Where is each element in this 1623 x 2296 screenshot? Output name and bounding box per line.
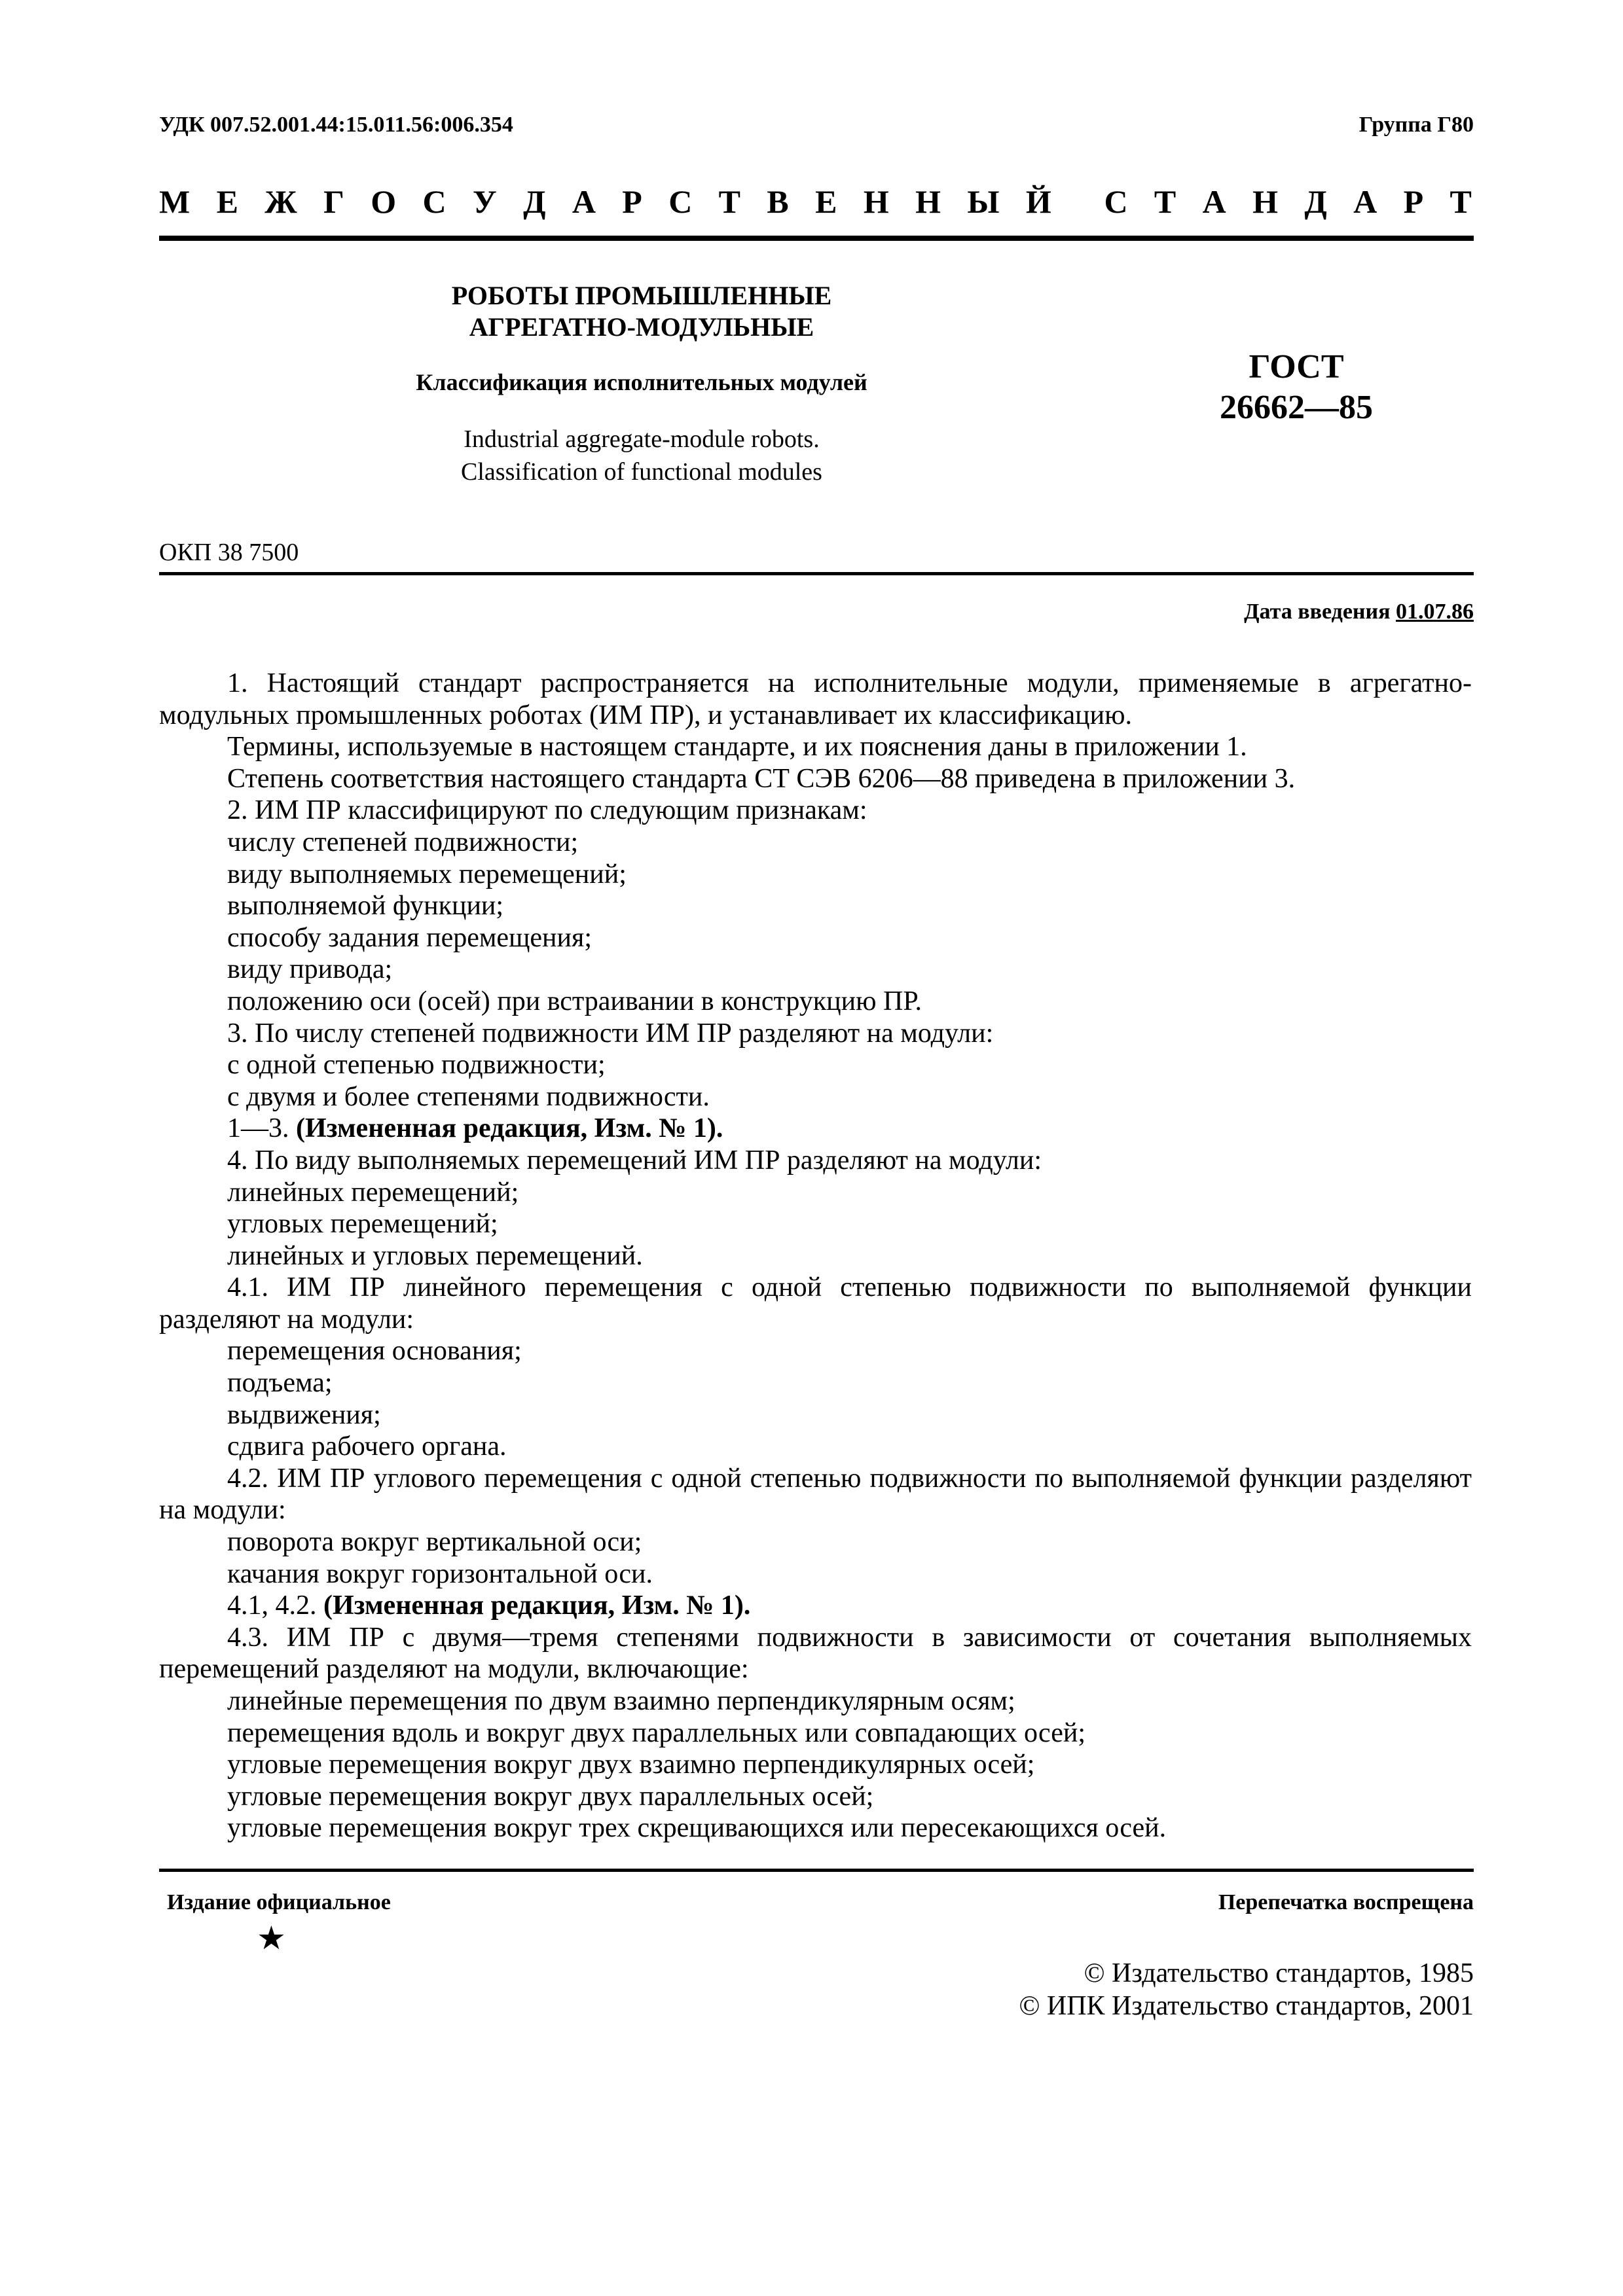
list-item: виду выполняемых перемещений; <box>227 859 627 889</box>
title-subtitle: Классификация исполнительных модулей <box>416 369 867 395</box>
banner-letter: У <box>473 183 497 220</box>
banner-letter: А <box>1202 183 1226 220</box>
list-item: линейные перемещения по двум взаимно перпендикулярным осям; <box>227 1686 1015 1716</box>
okp-code: ОКП 38 7500 <box>159 539 299 566</box>
banner-letter: Г <box>323 183 344 220</box>
udk-code: УДК 007.52.001.44:15.011.56:006.354 <box>159 113 513 137</box>
gost-number: 26662—85 <box>1220 389 1373 426</box>
banner-letter: Т <box>1154 183 1176 220</box>
list-item: угловые перемещения вокруг двух параллельных осей; <box>227 1781 874 1812</box>
list-item: поворота вокруг вертикальной оси; <box>227 1527 642 1558</box>
group-code: Группа Г80 <box>1359 113 1474 137</box>
gost-label: ГОСТ <box>1249 348 1344 386</box>
banner-letter: Р <box>1403 183 1424 220</box>
copyright-line-2: © ИПК Издательство стандартов, 2001 <box>1019 1991 1474 2021</box>
title-english-line-1: Industrial aggregate-module robots. <box>464 425 820 453</box>
list-item: линейных и угловых перемещений. <box>227 1240 643 1271</box>
official-edition: Издание официальное <box>167 1890 391 1914</box>
paragraph: 4. По виду выполняемых перемещений ИМ ПР разделяют на модули: <box>227 1145 1042 1175</box>
banner-letter: А <box>1353 183 1377 220</box>
amendment-text: (Измененная редакция, Изм. № 1). <box>296 1113 723 1144</box>
list-item: перемещения основания; <box>227 1336 522 1367</box>
paragraph: 4.1. ИМ ПР линейного перемещения с одной степенью подвижности по выполняемой функции разделяют на модули: <box>159 1272 1472 1335</box>
banner-letter: С <box>668 183 693 220</box>
list-item: линейных перемещений; <box>227 1177 519 1208</box>
title-english <box>367 423 917 488</box>
title-block <box>367 280 917 488</box>
gost-designation <box>1198 347 1395 428</box>
paragraph: Термины, используемые в настоящем стандарте, и их пояснения даны в приложении 1. <box>227 732 1247 762</box>
list-item: качания вокруг горизонтальной оси. <box>227 1558 653 1589</box>
date-label: Дата введения <box>1244 600 1396 624</box>
title-line-2: АГРЕГАТНО-МОДУЛЬНЫЕ <box>469 312 814 342</box>
list-item: сдвига рабочего органа. <box>227 1431 507 1462</box>
banner-letter: Н <box>915 183 941 220</box>
banner-letter: С <box>422 183 447 220</box>
list-item: с двумя и более степенями подвижности. <box>227 1081 710 1112</box>
banner-letter: Н <box>1252 183 1279 220</box>
list-item: числу степеней подвижности; <box>227 827 579 857</box>
banner-letter: Й <box>1025 183 1051 220</box>
star-icon: ★ <box>257 1920 286 1956</box>
amendment-ref: 4.1, 4.2. <box>227 1590 323 1621</box>
banner-letter: М <box>159 183 191 220</box>
title-english-line-2: Classification of functional modules <box>461 458 822 486</box>
banner-letter: А <box>572 183 596 220</box>
banner-letter: В <box>767 183 789 220</box>
amendment-note <box>159 1113 1472 1145</box>
banner-letter: Ы <box>967 183 1000 220</box>
interstate-standard-banner <box>159 183 1472 221</box>
list-item: виду привода; <box>227 954 393 985</box>
paragraph: 3. По числу степеней подвижности ИМ ПР разделяют на модули: <box>227 1018 994 1049</box>
banner-letter: Р <box>622 183 642 220</box>
document-body <box>159 668 1472 1844</box>
paragraph: 4.2. ИМ ПР углового перемещения с одной степенью подвижности по выполняемой функции разделяют на модули: <box>159 1463 1472 1526</box>
reprint-prohibited: Перепечатка воспрещена <box>1218 1890 1474 1914</box>
amendment-ref: 1—3. <box>227 1113 296 1144</box>
paragraph: 1. Настоящий стандарт распространяется на исполнительные модули, применяемые в агрегатно-модульных промышленных роботах (ИМ ПР), и устанавливает их классификацию. <box>159 668 1472 730</box>
banner-letter: Ж <box>264 183 297 220</box>
footer-rule <box>159 1869 1474 1872</box>
banner-letter: Д <box>1304 183 1327 220</box>
list-item: положению оси (осей) при встраивании в конструкцию ПР. <box>227 986 922 1016</box>
title-line-1: РОБОТЫ ПРОМЫШЛЕННЫЕ <box>451 281 832 310</box>
paragraph: 4.3. ИМ ПР с двумя—тремя степенями подвижности в зависимости от сочетания выполняемых перемещений разделяют на модули, включающие: <box>159 1622 1472 1685</box>
banner-letter: О <box>371 183 397 220</box>
amendment-note <box>159 1590 1472 1622</box>
banner-letter: С <box>1104 183 1128 220</box>
amendment-text: (Измененная редакция, Изм. № 1). <box>323 1590 751 1621</box>
paragraph: Степень соответствия настоящего стандарта СТ СЭВ 6206—88 приведена в приложении 3. <box>227 763 1296 794</box>
list-item: угловых перемещений; <box>227 1209 498 1240</box>
banner-letter: Д <box>523 183 546 220</box>
list-item: выдвижения; <box>227 1399 381 1430</box>
list-item: угловые перемещения вокруг трех скрещивающихся или пересекающихся осей. <box>227 1813 1167 1844</box>
list-item: перемещения вдоль и вокруг двух параллельных или совпадающих осей; <box>227 1717 1086 1748</box>
banner-rule <box>159 236 1474 241</box>
copyright-block <box>1019 1957 1474 2022</box>
introduction-date <box>1244 600 1474 624</box>
date-value: 01.07.86 <box>1396 600 1474 624</box>
list-item: подъема; <box>227 1368 333 1399</box>
banner-letter: Е <box>216 183 238 220</box>
list-item: способу задания перемещения; <box>227 922 592 953</box>
banner-letter: Т <box>1450 183 1472 220</box>
list-item: с одной степенью подвижности; <box>227 1050 606 1081</box>
copyright-line-1: © Издательство стандартов, 1985 <box>1084 1958 1474 1988</box>
paragraph: 2. ИМ ПР классифицируют по следующим признакам: <box>227 795 867 826</box>
banner-letter: Е <box>815 183 837 220</box>
list-item: угловые перемещения вокруг двух взаимно перпендикулярных осей; <box>227 1749 1035 1780</box>
list-item: выполняемой функции; <box>227 891 504 922</box>
okp-rule <box>159 572 1474 575</box>
banner-letter: Н <box>863 183 889 220</box>
banner-letter: Т <box>718 183 741 220</box>
